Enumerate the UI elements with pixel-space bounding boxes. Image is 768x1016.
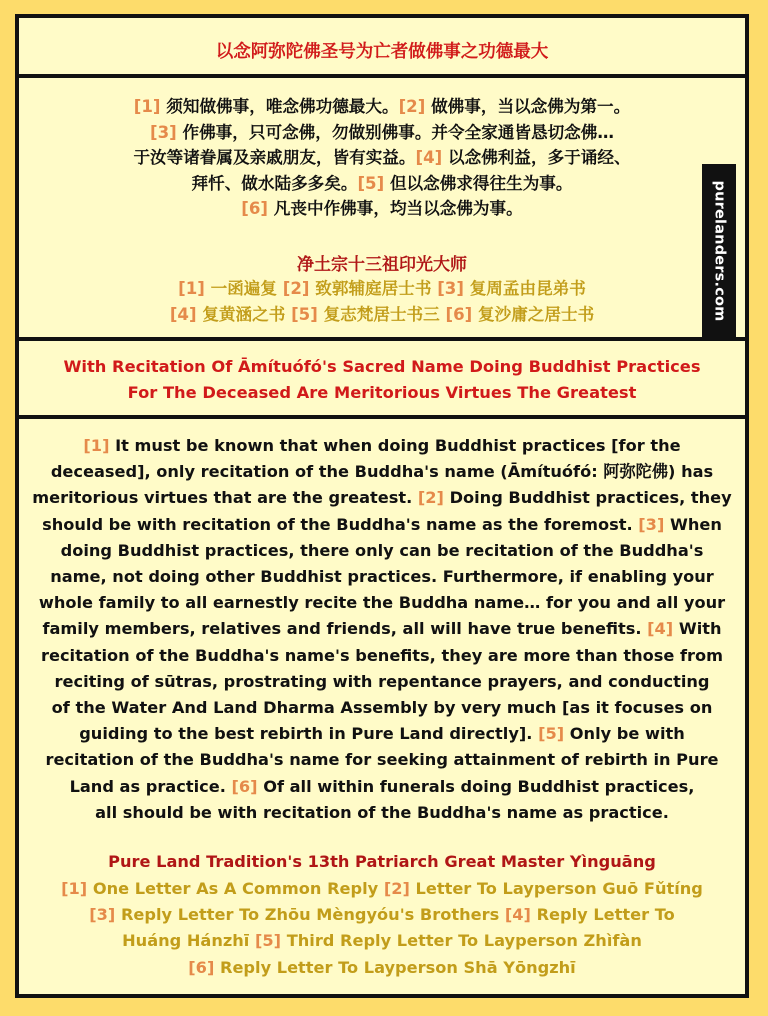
ref-number: [3] [437,279,470,298]
cn-body [19,94,745,222]
cn-title: 以念阿弥陀佛圣号为亡者做佛事之功德最大 [215,42,549,62]
passage-text: 以念佛利益，多于诵经、 [448,148,631,167]
text-line [19,171,745,197]
passage-text: family members, relatives and friends, all will have true benefits. [42,619,648,639]
source-title: One Letter As A Common Reply [92,879,384,898]
ref-number: [4] [415,148,449,167]
cn-sources [19,276,745,327]
text-line [19,276,745,302]
text-line [19,721,745,747]
ref-number: [5] [291,304,324,324]
passage-text: Doing Buddhist practices, they [449,488,732,508]
ref-number: [2] [398,97,432,116]
passage-text: 但以念佛求得往生为事。 [389,173,573,193]
passage-text: Only be with [569,724,685,744]
text-line [19,196,745,222]
source-title: Huáng Hánzhī [122,931,255,951]
passage-text: deceased], only recitation of the Buddha's name (Āmítuófó: 阿弥陀佛) has [50,462,714,482]
text-line [19,459,745,485]
ref-number: [1] [178,279,211,298]
ref-number: [6] [445,304,479,324]
website-tab[interactable] [702,164,736,338]
source-title: 致郭辅庭居士书 [315,279,438,298]
passage-text: Of all within funerals doing Buddhist practices, [263,776,695,796]
passage-text: 须知做佛事，唯念佛功德最大。 [166,97,399,116]
passage-text: 作佛事，只可念佛，勿做别佛事。并令全家通皆恳切念佛… [182,122,614,142]
text-line [19,538,745,564]
source-title: Letter To Layperson Guō Fǔtíng [415,879,703,898]
passage-text: guiding to the best rebirth in Pure Land directly]. [79,724,539,744]
text-line [19,800,745,826]
website-label: purelanders.com [711,180,727,322]
text-line [19,928,745,954]
ref-number: [2] [282,279,316,298]
text-line [19,433,745,459]
passage-text: recitation of the Buddha's name for seeking attainment of rebirth in Pure [45,750,719,770]
text-line [19,616,745,642]
source-title: 一函遍复 [210,279,283,298]
text-line [19,774,745,800]
text-line [19,512,745,538]
source-title: Reply Letter To [536,905,675,925]
text-line [19,485,745,511]
passage-text: 做佛事，当以念佛为第一。 [431,97,631,116]
passage-text: 于汝等诸眷属及亲戚朋友，皆有实益。 [133,148,416,167]
en-body [19,433,745,826]
text-line [19,564,745,590]
source-title: Third Reply Letter To Layperson Zhìfàn [286,931,642,951]
cn-author: 净土宗十三祖印光大师 [297,255,467,275]
ref-number: [5] [357,173,390,193]
text-line [19,302,745,328]
source-title: Reply Letter To Layperson Shā Yōngzhī [219,957,576,977]
en-sources [19,876,745,981]
ref-number: [4] [504,905,537,925]
text-line [19,902,745,928]
text-line [19,747,745,773]
ref-number: [6] [188,957,220,977]
passage-text: meritorious virtues that are the greatest. [32,488,418,508]
text-line [19,590,745,616]
ref-number: [6] [241,199,274,218]
passage-text: It must be known that when doing Buddhist practices [for the [115,436,681,455]
ref-number: [3] [89,905,121,925]
text-line [19,876,745,902]
passage-text: all should be with recitation of the Buddha's name as practice. [95,802,669,822]
passage-text: reciting of sūtras, prostrating with repentance prayers, and conducting [54,671,710,691]
passage-text: should be with recitation of the Buddha's name as the foremost. [42,514,639,534]
en-title-line: With Recitation Of Āmítuófó's Sacred Name Doing Buddhist Practices [63,357,701,376]
ref-number: [1] [83,436,116,455]
passage-text: name, not doing other Buddhist practices. Furthermore, if enabling your [50,567,714,587]
text-line [19,94,745,120]
ref-number: [2] [383,879,416,898]
ref-number: [3] [150,122,183,142]
source-title: Reply Letter To Zhōu Mèngyóu's Brothers [120,905,505,925]
passage-text: recitation of the Buddha's name's benefits, they are more than those from [41,645,723,665]
source-title: 复周孟由昆弟书 [469,279,586,298]
ref-number: [5] [255,931,287,951]
text-line [19,120,745,146]
passage-text: whole family to all earnestly recite the Buddha name… for you and all your [38,593,726,613]
passage-text: With [678,619,722,639]
en-title [19,354,745,406]
text-line [19,643,745,669]
passage-text: doing Buddhist practices, there only can be recitation of the Buddha's [60,540,704,560]
source-title: 复志梵居士书三 [323,304,446,324]
text-line [19,955,745,981]
divider [19,337,745,341]
text-line [19,695,745,721]
content-frame [15,14,749,998]
passage-text: When [669,514,722,534]
divider [19,74,745,78]
source-title: 复黄涵之书 [202,304,292,324]
ref-number: [3] [638,514,670,534]
en-author: Pure Land Tradition's 13th Patriarch Great Master Yìnguāng [108,852,656,871]
source-title: 复沙庸之居士书 [478,304,595,324]
ref-number: [2] [417,488,450,508]
en-title-line: For The Deceased Are Meritorious Virtues The Greatest [127,383,637,402]
ref-number: [1] [61,879,93,898]
ref-number: [4] [169,304,203,324]
passage-text: Land as practice. [69,776,232,796]
ref-number: [6] [231,776,264,796]
passage-text: 凡丧中作佛事，均当以念佛为事。 [273,199,523,218]
divider [19,415,745,419]
ref-number: [4] [647,619,679,639]
ref-number: [5] [538,724,570,744]
passage-text: 拜忏、做水陆多多矣。 [191,173,358,193]
text-line [19,669,745,695]
ref-number: [1] [133,97,167,116]
passage-text: of the Water And Land Dharma Assembly by very much [as it focuses on [51,698,713,718]
text-line [19,145,745,171]
